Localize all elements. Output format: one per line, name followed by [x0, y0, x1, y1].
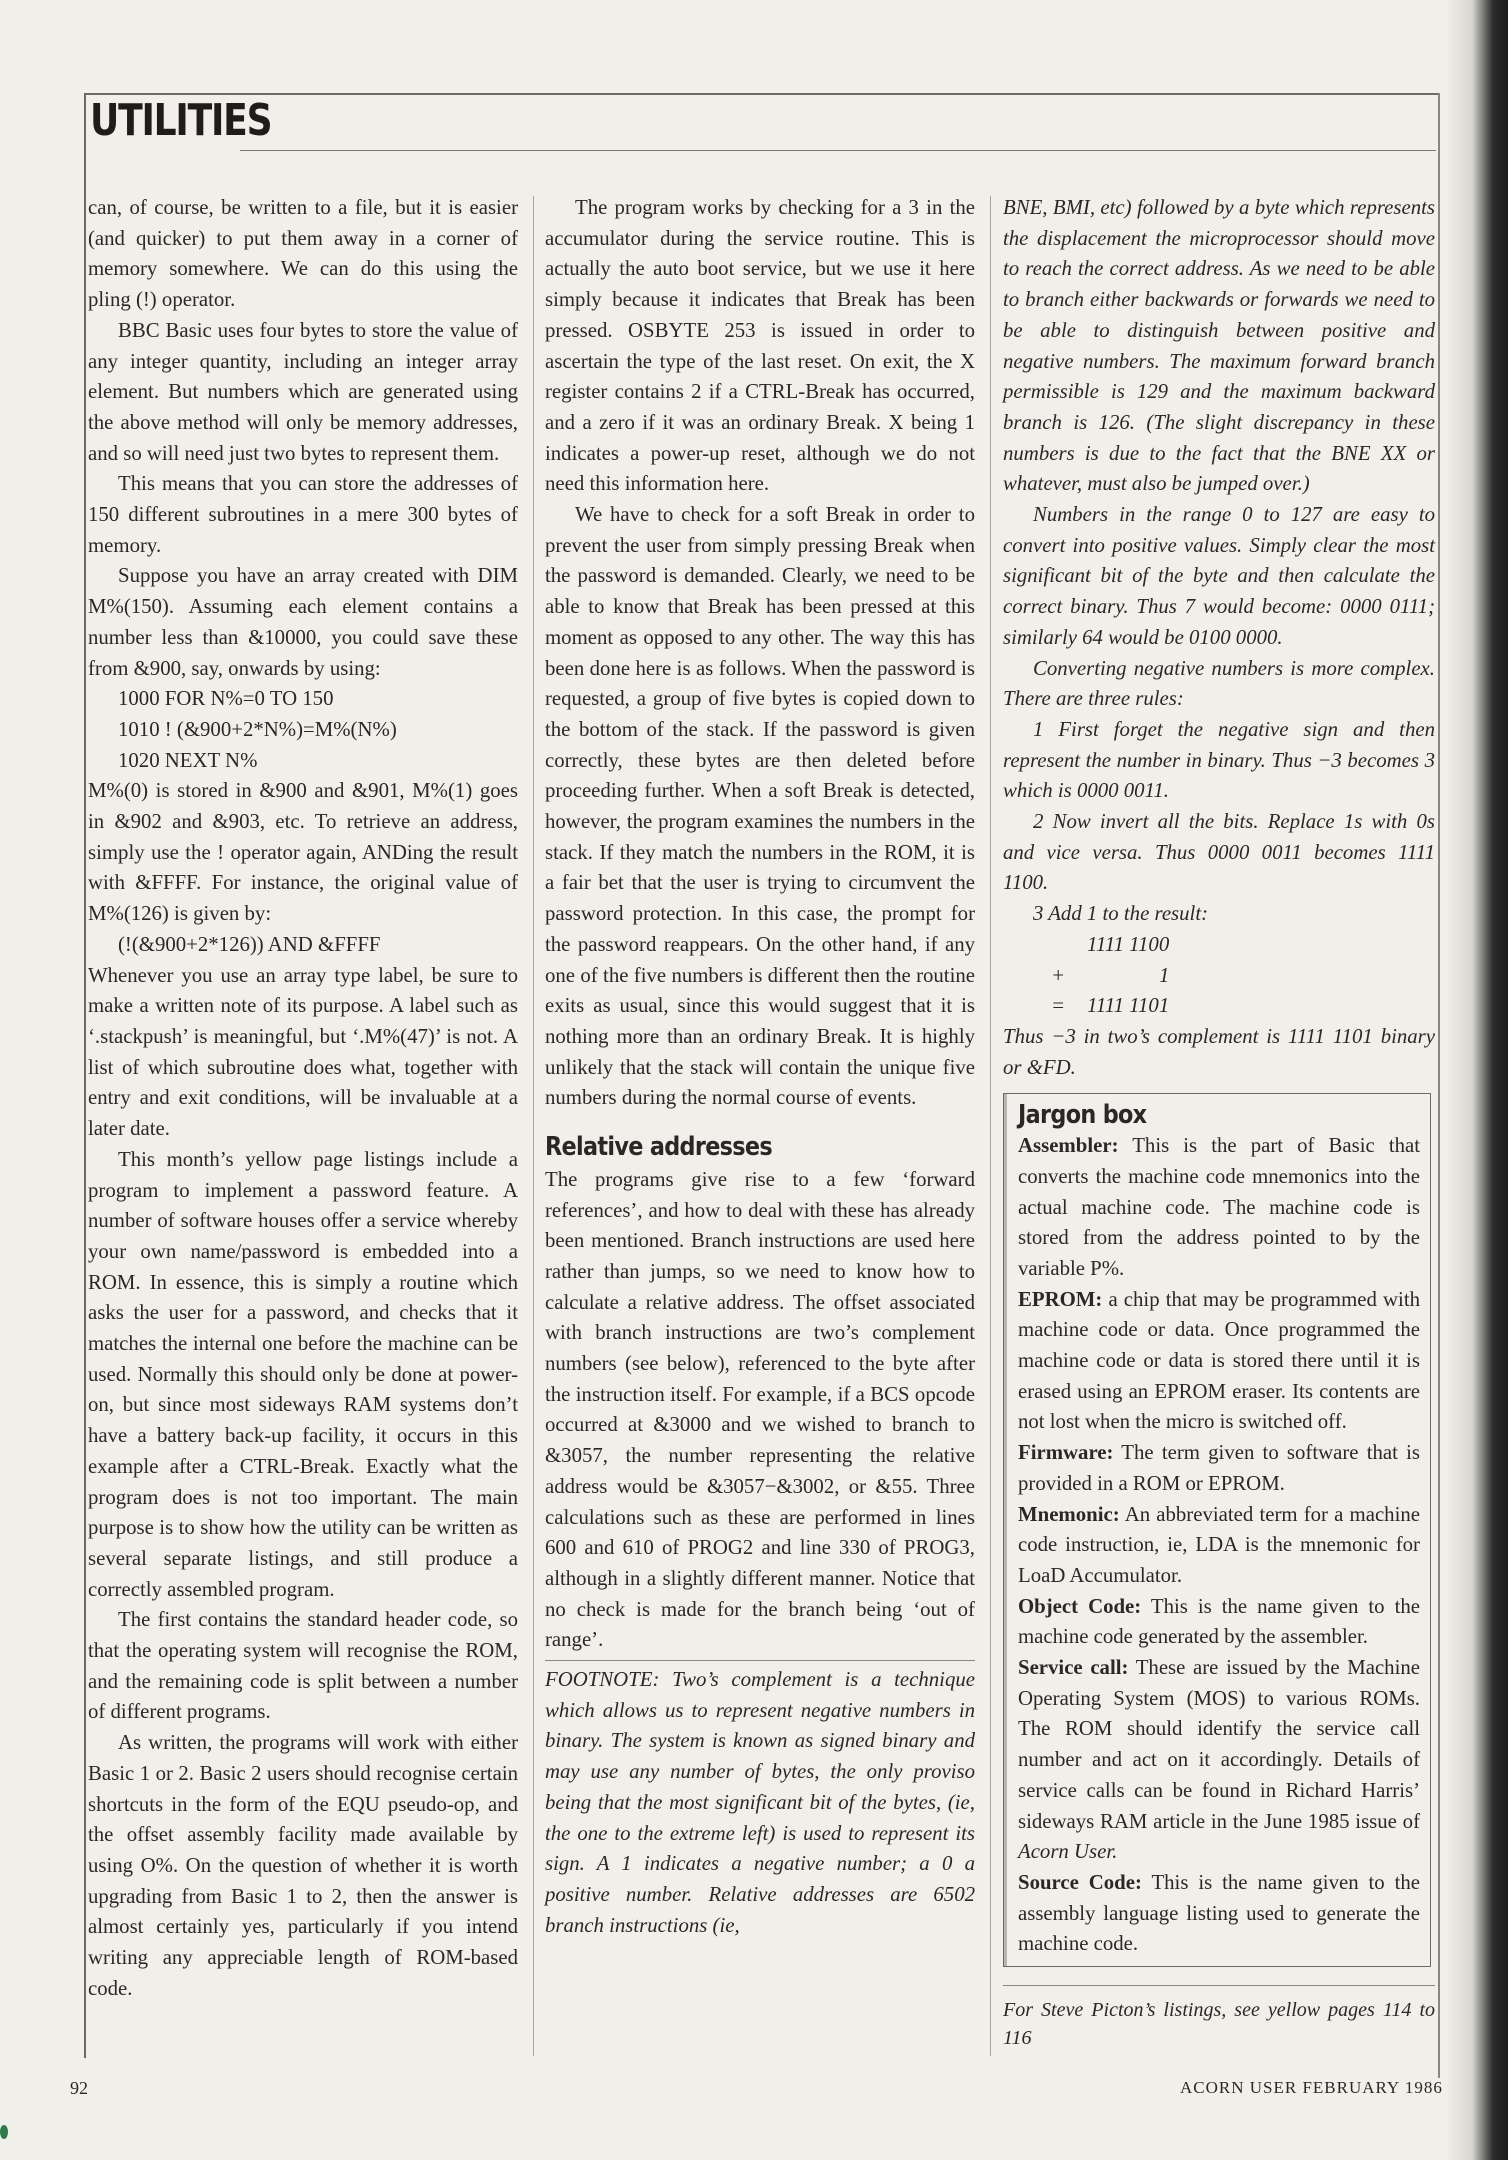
paragraph: 1 First forget the negative sign and then represent the number in binary. Thus −3 becomes 3 which is 0000 0011. — [1003, 717, 1435, 803]
jargon-entry — [1018, 1131, 1420, 1285]
page-number: 92 — [70, 2078, 88, 2098]
paragraph: We have to check for a soft Break in order to prevent the user from simply pressing Break when the password is demanded. Clearly, we need to be able to know that Break has been pressed at this moment as opposed to any other. The way this has been done here is as follows. When the password is requested, a group of five bytes is copied down to the bottom of the stack. If the password is given correctly, these bytes are then deleted before proceeding further. When a soft Break is detected, however, the program examines the numbers in the stack. If they match the numbers in the ROM, it is a fair bet that the user is trying to circumvent the password protection. In this case, the prompt for the password reappears. On the other hand, if any one of the five numbers is different then the routine exits as usual, since this would suggest that it is nothing more than an ordinary Break. It is highly unlikely that the stack will contain the unique five numbers during the normal course of events. — [545, 503, 975, 1110]
paragraph: This means that you can store the addresses of 150 different subroutines in a mere 300 bytes of memory. — [88, 472, 518, 557]
jargon-title: Jargon box — [1018, 1100, 1147, 1131]
jargon-entry — [1018, 1653, 1420, 1868]
jargon-term: Service call: — [1018, 1656, 1129, 1680]
jargon-definition: This is the name given to the assembly language listing used to generate the machine code. — [1018, 1870, 1421, 1956]
frame-right-rule — [1438, 93, 1440, 2078]
margin-mark — [0, 2125, 8, 2139]
jargon-entry — [1018, 1592, 1420, 1653]
paragraph: M%(0) is stored in &900 and &901, M%(1) goes in &902 and &903, etc. To retrieve an address, simply use the ! operator again, ANDing the result with &FFFF. For instance, the original value of M%(126) is given by: — [88, 779, 518, 926]
jargon-definition: The term given to software that is provided in a ROM or EPROM. — [1018, 1441, 1420, 1495]
sum-operator: = — [1051, 994, 1066, 1018]
paragraph: Whenever you use an array type label, be sure to make a written note of its purpose. A label such as ‘.stackpush’ is meaningful, but ‘.M%(47)’ is not. A list of which subroutine does what, together with entry and exit conditions, will be invaluable at a later date. — [88, 963, 518, 1141]
sum-operator: + — [1051, 963, 1066, 987]
jargon-definition: This is the part of Basic that converts the machine code mnemonics into the actual machine code. The machine code is stored from the address pointed to by the variable P%. — [1018, 1134, 1421, 1280]
jargon-entry — [1018, 1438, 1420, 1499]
frame-top-rule — [84, 93, 1440, 95]
sum-line: 1 — [1159, 963, 1170, 987]
jargon-term: EPROM: — [1018, 1287, 1103, 1311]
jargon-term: Object Code: — [1018, 1594, 1142, 1618]
paragraph: This month’s yellow page listings include a program to implement a password feature. A number of software houses offer a service whereby your own name/password is embedded into a ROM. In essence, this is simply a routine which asks the user for a password, and checks that it matches the internal one before the machine can be used. Normally this should only be done at power-on, but since most sideways RAM systems don’t have a battery back-up facility, it occurs in this example after a CTRL-Break. Exactly what the program does is not too important. The main purpose is to show how the utility can be written as several separate listings, and still produce a correctly assembled program. — [88, 1147, 518, 1601]
page-edge-shadow — [1448, 0, 1508, 2160]
jargon-definition: This is the name given to the machine code generated by the assembler. — [1018, 1594, 1420, 1649]
jargon-term: Assembler: — [1018, 1134, 1119, 1158]
jargon-definition-italic: Acorn User. — [1018, 1840, 1118, 1864]
section-title: UTILITIES — [90, 95, 272, 146]
code-line: 1010 ! (&900+2*N%)=M%(N%) — [118, 717, 397, 741]
binary-sum — [1003, 930, 1435, 1022]
jargon-box — [1003, 1093, 1431, 1967]
column-2 — [545, 193, 975, 1941]
code-line: (!(&900+2*126)) AND &FFFF — [118, 932, 381, 956]
paragraph: Suppose you have an array created with DIM M%(150). Assuming each element contains a number less than &10000, you could save these from &900, say, onwards by using: — [88, 564, 518, 680]
paragraph: As written, the programs will work with either Basic 1 or 2. Basic 2 users should recognise certain shortcuts in the form of the EQU pseudo-op, and the offset assembly facility made available by using O%. On the question of whether it is worth upgrading from Basic 1 to 2, then the answer is almost certainly yes, particularly if you intend writing any appreciable length of ROM-based code. — [88, 1731, 518, 2000]
paragraph: can, of course, be written to a file, but it is easier (and quicker) to put them away in a corner of memory somewhere. We can do this using the pling (!) operator. — [88, 196, 518, 312]
paragraph: 3 Add 1 to the result: — [1033, 902, 1209, 926]
paragraph: The programs give rise to a few ‘forward references’, and how to deal with these has already been mentioned. Branch instructions are used here rather than jumps, so we need to know how to calculate a relative address. The offset associated with branch instructions are two’s complement numbers (see below), referenced to the byte after the instruction itself. For example, if a BCS opcode occurred at &3000 and we wished to branch to &3057, the number representing the relative address would be &3057−&3002, or &55. Three calculations such as these are performed in lines 600 and 610 of PROG2 and line 330 of PROG3, although in a slightly different manner. Notice that no check is made for the branch being ‘out of range’. — [545, 1167, 975, 1652]
column-1 — [88, 193, 518, 2004]
issue-footer: ACORN USER FEBRUARY 1986 — [1180, 2078, 1443, 2097]
paragraph: Numbers in the range 0 to 127 are easy to convert into positive values. Simply clear the most significant bit of the byte and then calculate the correct binary. Thus 7 would become: 0000 0111; similarly 64 would be 0100 0000. — [1003, 503, 1435, 649]
code-line: 1000 FOR N%=0 TO 150 — [118, 687, 334, 711]
jargon-term: Source Code: — [1018, 1870, 1142, 1894]
column-3 — [1003, 193, 1435, 2052]
code-line: 1020 NEXT N% — [118, 748, 258, 772]
column-divider — [533, 196, 534, 2056]
frame-left-rule — [84, 93, 86, 2058]
paragraph: BBC Basic uses four bytes to store the value of any integer quantity, including an integer array element. But numbers which are generated using the above method will only be memory addresses, and so will need just two bytes to represent them. — [88, 318, 518, 465]
sum-line: 1111 1101 — [1087, 994, 1170, 1018]
jargon-entry — [1018, 1285, 1420, 1439]
jargon-entry — [1018, 1868, 1420, 1960]
paragraph: The program works by checking for a 3 in the accumulator during the service routine. This is actually the auto boot service, but we use it here simply because it indicates that Break has been pressed. OSBYTE 253 is issued in order to ascertain the type of the last reset. On exit, the X register contains 2 if a CTRL-Break has occurred, and a zero if it was an ordinary Break. X being 1 indicates a power-up reset, although we do not need this information here. — [545, 196, 975, 496]
paragraph: Thus −3 in two’s complement is 1111 1101 binary or &FD. — [1003, 1024, 1435, 1079]
sum-line: 1111 1100 — [1087, 932, 1170, 956]
jargon-term: Firmware: — [1018, 1441, 1114, 1465]
paragraph: 2 Now invert all the bits. Replace 1s with 0s and vice versa. Thus 0000 0011 becomes 1111 1100. — [1003, 810, 1435, 895]
footnote: FOOTNOTE: Two’s complement is a technique which allows us to represent negative numbers in binary. The system is known as signed binary and may use any number of bytes, the only proviso being that the most significant bit of the bytes, (ie, the one to the extreme left) is used to represent its sign. A 1 indicates a negative number; a 0 a positive number. Relative addresses are 6502 branch instructions (ie, — [545, 1660, 975, 1941]
paragraph: BNE, BMI, etc) followed by a byte which represents the displacement the microprocessor should move to reach the correct address. As we need to be able to branch either backwards or forwards we need to be able to distinguish between positive and negative numbers. The maximum forward branch permissible is 129 and the maximum backward branch is 126. (The slight discrepancy in these numbers is due to the fact that the BNE XX or whatever, must also be jumped over.) — [1003, 196, 1435, 496]
jargon-term: Mnemonic: — [1018, 1502, 1120, 1526]
jargon-definition: a chip that may be programmed with machine code or data. Once programmed the machine code or data is stored there until it is erased using an EPROM eraser. Its contents are not lost when the micro is switched off. — [1018, 1287, 1421, 1434]
paragraph: Converting negative numbers is more complex. There are three rules: — [1003, 656, 1435, 711]
jargon-entry — [1018, 1500, 1420, 1592]
listings-credit: For Steve Picton’s listings, see yellow pages 114 to 116 — [1003, 1985, 1435, 2052]
column-divider — [990, 196, 991, 2056]
header-rule — [240, 150, 1436, 151]
jargon-definition: An abbreviated term for a machine code instruction, ie, LDA is the mnemonic for LoaD Accumulator. — [1018, 1502, 1420, 1587]
jargon-definition: These are issued by the Machine Operating System (MOS) to various ROMs. The ROM should identify the service call number and act on it accordingly. Details of service calls can be found in Richard Harris’ sideways RAM article in the June 1985 issue of — [1018, 1656, 1420, 1833]
paragraph: The first contains the standard header code, so that the operating system will recognise the ROM, and the remaining code is split between a number of different programs. — [88, 1608, 518, 1724]
subheading: Relative addresses — [545, 1132, 773, 1163]
